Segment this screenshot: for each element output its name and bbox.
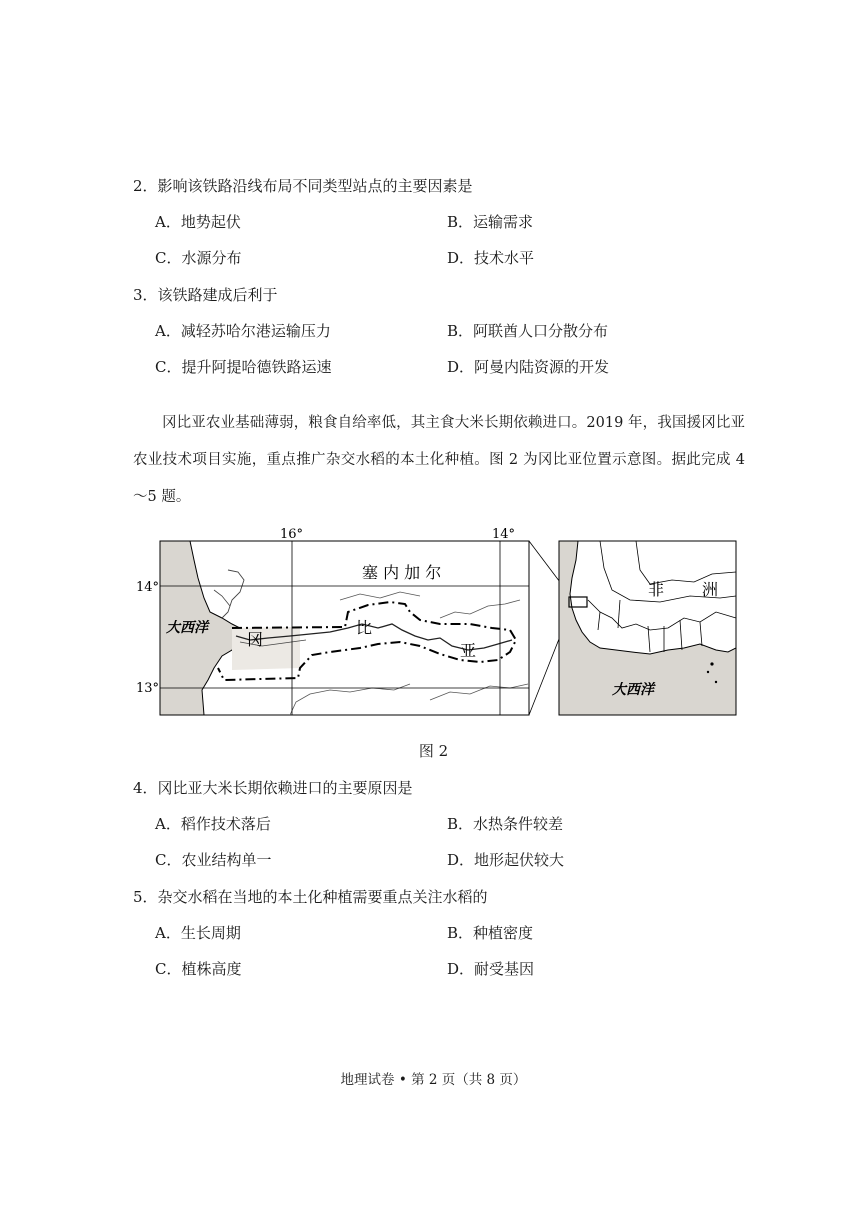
question-3-option-d[interactable]: D．阿曼内陆资源的开发	[447, 358, 610, 376]
figure-caption: 图 2	[418, 742, 449, 760]
question-2-option-c[interactable]: C．水源分布	[155, 249, 242, 267]
question-2-option-a[interactable]: A．地势起伏	[155, 213, 241, 231]
question-2-option-b[interactable]: B．运输需求	[447, 213, 534, 231]
inset-africa-char-1: 非	[648, 580, 665, 599]
question-2-stem: 2．影响该铁路沿线布局不同类型站点的主要因素是	[133, 177, 473, 195]
lon-label-14: 14°	[492, 527, 516, 542]
lon-label-16: 16°	[280, 527, 304, 542]
question-5-option-c[interactable]: C．植株高度	[155, 960, 242, 978]
question-5-option-b[interactable]: B．种植密度	[447, 924, 534, 942]
senegal-label: 塞 内 加 尔	[362, 563, 442, 582]
question-4-option-d[interactable]: D．地形起伏较大	[447, 851, 565, 869]
page-footer: 地理试卷 • 第 2 页（共 8 页）	[340, 1072, 527, 1088]
main-map	[136, 527, 529, 715]
inset-ocean-label: 大西洋	[612, 682, 654, 698]
gambia-char-3: 亚	[460, 641, 477, 660]
ocean-label: 大西洋	[166, 620, 208, 636]
question-4-stem: 4．冈比亚大米长期依赖进口的主要原因是	[133, 779, 413, 797]
gambia-shading	[232, 627, 300, 670]
question-5-stem: 5．杂交水稻在当地的本土化种植需要重点关注水稻的	[133, 888, 488, 906]
question-2-option-d[interactable]: D．技术水平	[447, 249, 535, 267]
gambia-char-2: 比	[356, 618, 373, 637]
question-3-option-c[interactable]: C．提升阿提哈德铁路运速	[155, 358, 332, 376]
question-3-option-b[interactable]: B．阿联酋人口分散分布	[447, 322, 609, 340]
question-3-option-a[interactable]: A．减轻苏哈尔港运输压力	[155, 322, 331, 340]
question-4-option-a[interactable]: A．稻作技术落后	[155, 815, 271, 833]
lat-label-14: 14°	[136, 580, 160, 595]
reading-passage: 冈比亚农业基础薄弱，粮食自给率低，其主食大米长期依赖进口。2019 年，我国援冈比亚农业技术项目实施，重点推广杂交水稻的本土化种植。图 2 为冈比亚位置示意图。据此完成 4～5 题。	[133, 415, 745, 505]
inset-africa-char-2: 洲	[702, 580, 719, 599]
question-5-option-d[interactable]: D．耐受基因	[447, 960, 535, 978]
gambia-char-1: 冈	[247, 630, 264, 649]
inset-map	[559, 541, 736, 715]
gambia-location-map	[0, 518, 867, 723]
lat-label-13: 13°	[136, 681, 160, 696]
question-5-option-a[interactable]: A．生长周期	[155, 924, 241, 942]
question-4-option-b[interactable]: B．水热条件较差	[447, 815, 564, 833]
question-4-option-c[interactable]: C．农业结构单一	[155, 851, 272, 869]
question-3-stem: 3．该铁路建成后利于	[133, 286, 278, 304]
